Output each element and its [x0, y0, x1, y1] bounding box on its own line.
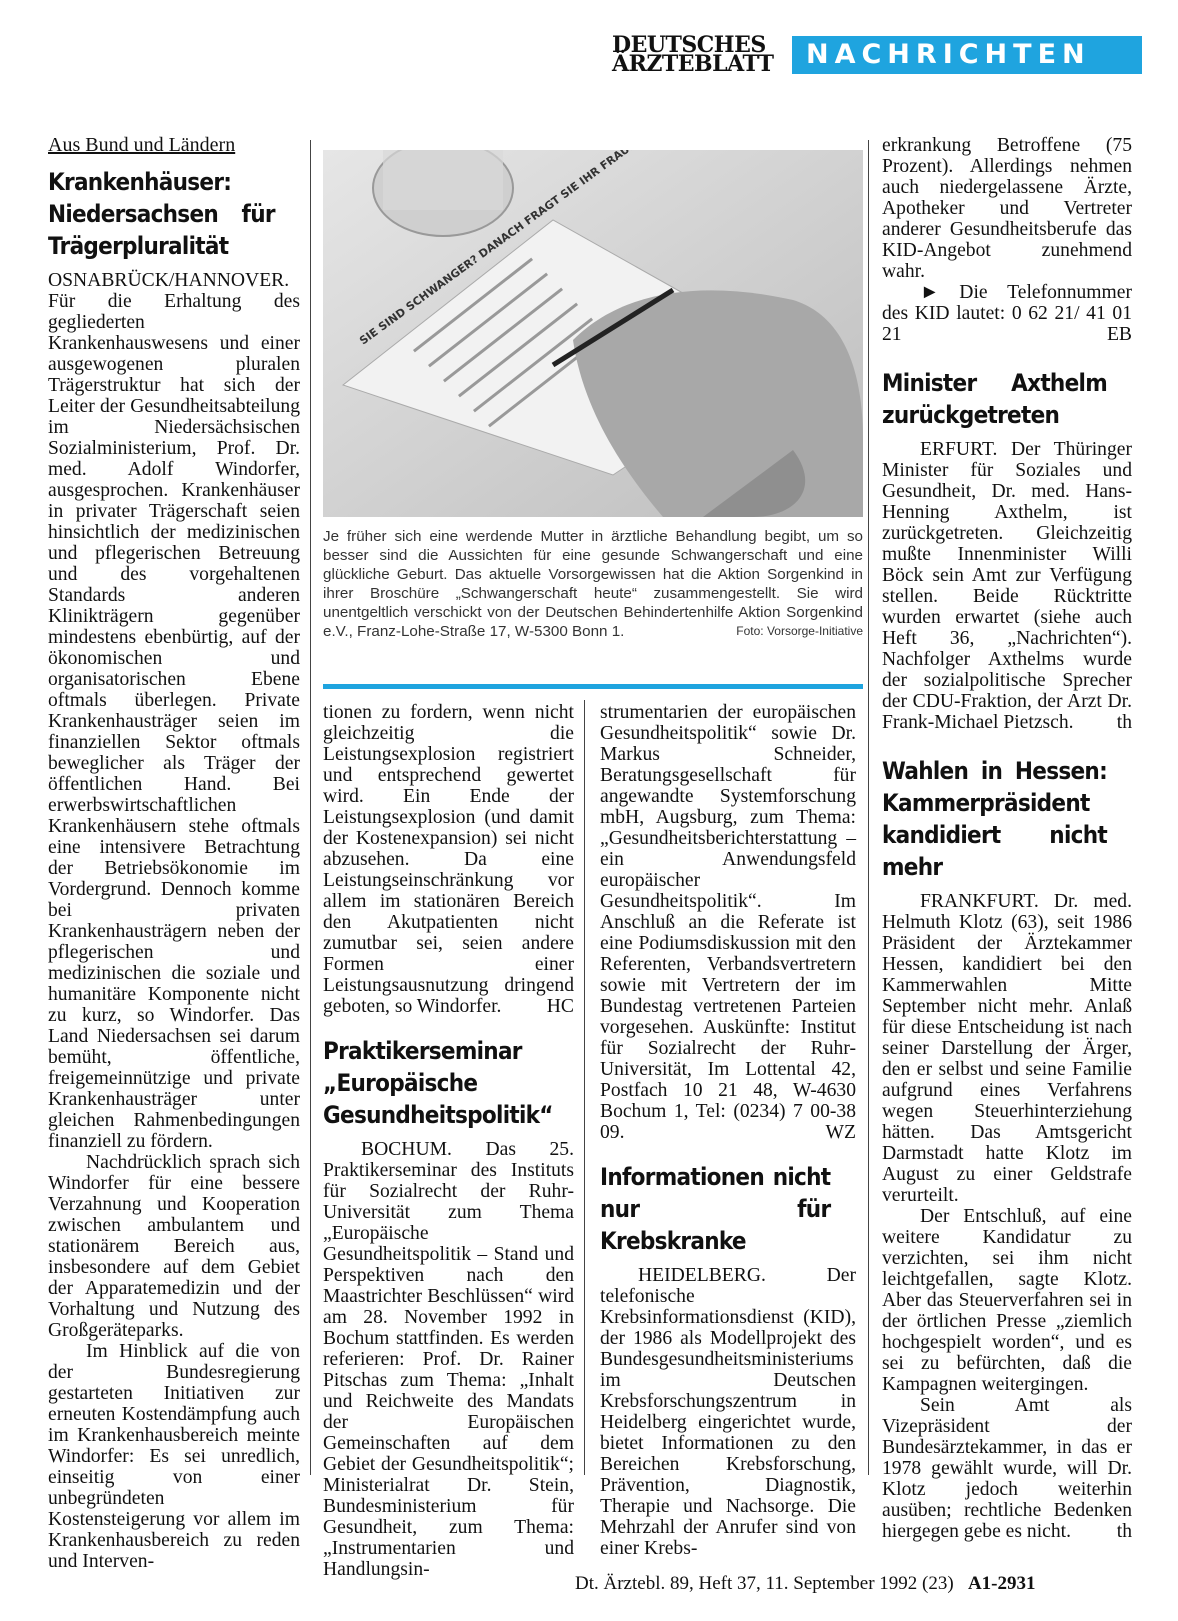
body-text: Sein Amt als Vizepräsident der Bundesärztekammer, in das er 1978 gewählt wurde, will Dr. Klotz jedoch weiterhin ausüben; rechtliche Bedenken hiergegen gebe es nicht. [882, 1395, 1132, 1542]
journal-title-line1: DEUTSCHES [612, 32, 766, 58]
paragraph [882, 439, 1132, 733]
column-3 [600, 702, 856, 1559]
column-1 [48, 135, 300, 1572]
paragraph: Der Entschluß, auf eine weitere Kandidatur zu verzichten, sei ihm nicht leichtgefallen, sagte Klotz. Aber das Steuerverfahren sei in der örtlichen Presse „ziemlich hochgespielt worden“, und es sei zu befürchten, daß die Kampagnen weitergingen. [882, 1206, 1132, 1395]
paragraph [882, 1395, 1132, 1542]
paragraph [600, 702, 856, 1143]
column-4 [882, 135, 1132, 1542]
section-kicker: Aus Bund und Ländern [48, 134, 236, 156]
paragraph: OSNABRÜCK/HANNOVER. Für die Erhaltung des gegliederten Krankenhauswesens und einer ausgewogenen pluralen Trägerstruktur hat sich der Leiter der Gesundheitsabteilung im Niedersächsischen Sozialministerium, Prof. Dr. med. Adolf Windorfer, ausgesprochen. Krankenhäuser in privater Trägerschaft seien hinsichtlich der medizinischen und pflegerischen Betreuung und des vorgehaltenen Standards anderen Klinikträgern gegenüber mindestens ebenbürtig, auf der ökonomischen und organisatorischen Ebene oftmals überlegen. Private Krankenhausträger seien im finanziellen Sektor oftmals beweglicher als Träger der öffentlichen Hand. Bei erwerbswirtschaftlichen Krankenhäusern stehe oftmals eine intensivere Betrachtung der Betriebsökonomie im Vordergrund. Dennoch komme bei privaten Krankenhausträgern neben der pflegerischen und medizinischen die soziale und humanitäre Komponente nicht zu kurz, so Windorfer. Das Land Niedersachsen sei darum bemüht, öffentliche, freigemeinnützige und private Krankenhausträger unter gleichen Rahmenbedingungen finanziell zu fördern. [48, 270, 300, 1152]
author-tag: th [1116, 712, 1132, 733]
headline-informationen: Informationen nicht nur für Krebskranke [600, 1163, 831, 1255]
continuation-text: tionen zu fordern, wenn nicht gleichzeitig die Leistungsexplosion registriert und entsprechend gewertet wird. Ein Ende der Leistungsexplosion (und damit der Kostenexpansion) sei nicht abzusehen. Da eine Leistungseinschränkung vor allem im stationären Bereich den Akutpatienten nicht zumutbar sei, seien andere Formen einer Leistungsausnutzung dringend geboten, so Windorfer. [323, 702, 574, 1017]
paragraph: HEIDELBERG. Der telefonische Krebsinformationsdienst (KID), der 1986 als Modellprojekt des Bundesgesundheitsministeriums im Deutschen Krebsforschungszentrum in Heidelberg eingerichtet wurde, bietet Informationen zu den Bereichen Krebsforschung, Prävention, Diagnostik, Therapie und Nachsorge. Die Mehrzahl der Anrufer sind von einer Krebs- [600, 1265, 856, 1559]
caption-text: Je früher sich eine werdende Mutter in ärztliche Behandlung begibt, um so besser sind die Aussichten für eine gesunde Schwangerschaft und eine glückliche Geburt. Das aktuelle Vorsorgewissen hat die Aktion Sorgenkind in ihrer Broschüre „Schwangerschaft heute“ zusammengestellt. Sie wird unentgeltlich verschickt von der Deutschen Behindertenhilfe Aktion Sorgenkind e.V., Franz-Lohe-Straße 17, W-5300 Bonn 1. [323, 528, 863, 640]
photo-caption [323, 527, 863, 641]
column-2 [323, 702, 574, 1580]
citation: Dt. Ärztebl. 89, Heft 37, 11. September 1992 (23) [575, 1573, 954, 1594]
page-footer [575, 1573, 1036, 1595]
column-divider [310, 140, 311, 1475]
journal-title-line2: ÄRZTEBLATT [612, 51, 774, 77]
column-divider [584, 700, 585, 1475]
paragraph: BOCHUM. Das 25. Praktikerseminar des Instituts für Sozialrecht der Ruhr-Universität zum Thema „Europäische Gesundheitspolitik – Stand und Perspektiven nach den Maastrichter Beschlüssen“ wird am 28. November 1992 in Bochum stattfinden. Es werden referieren: Prof. Dr. Rainer Pitschas zum Thema: „Inhalt und Reichweite des Mandats der Europäischen Gemeinschaften auf dem Gebiet der Gesundheitspolitik“; Ministerialrat Dr. Stein, Bundesministerium für Gesundheit, zum Thema: „Instrumentarien und Handlungsin- [323, 1139, 574, 1580]
author-tag: HC [546, 996, 574, 1017]
paragraph [882, 282, 1132, 345]
section-banner: NACHRICHTEN [792, 36, 1142, 74]
paragraph: FRANKFURT. Dr. med. Helmuth Klotz (63), seit 1986 Präsident der Ärztekammer Hessen, kandidiert bei den Kammerwahlen Mitte September nicht mehr. Anlaß für diese Entscheidung ist nach seiner Darstellung der Ärger, den er selbst und seine Familie aufgrund eines Verfahrens wegen Steuerhinterziehung hätten. Das Amtsgericht Darmstadt hatte Klotz im August zu einer Geldstrafe verurteilt. [882, 891, 1132, 1206]
paragraph [323, 702, 574, 1017]
paragraph: Nachdrücklich sprach sich Windorfer für eine bessere Verzahnung und Kooperation zwischen ambulantem und stationärem Bereich aus, insbesondere auf dem Gebiet der Apparatemedizin und der Vorhaltung und Nutzung des Großgeräteparks. [48, 1152, 300, 1341]
body-text: ERFURT. Der Thüringer Minister für Soziales und Gesundheit, Dr. med. Hans-Henning Axthelm, ist zurückgetreten. Gleichzeitig mußte Innenminister Willi Böck sein Amt zur Verfügung stellen. Beide Rücktritte wurden erwartet (siehe auch Heft 36, „Nachrichten“). Nachfolger Axthelms wurde der sozialpolitische Sprecher der CDU-Fraktion, der Arzt Dr. Frank-Michael Pietzsch. [882, 439, 1132, 733]
journal-title [612, 32, 774, 77]
masthead [612, 34, 1142, 76]
headline-axthelm: Minister Axthelm zurückgetreten [882, 369, 1107, 429]
author-tag: WZ [825, 1122, 856, 1143]
blue-divider [323, 684, 863, 689]
headline-praktikerseminar: Praktikerseminar „Europäische Gesundheitspolitik“ [323, 1037, 553, 1129]
paragraph: Im Hinblick auf die von der Bundesregierung gestarteten Initiativen zur erneuten Kostendämpfung auch im Krankenhausbereich meinte Windorfer: Es sei unredlich, einseitig von einer unbegründeten Kostensteigerung vor allem im Krankenhausbereich zu reden und Interven- [48, 1341, 300, 1572]
column-divider [868, 140, 869, 1475]
photo-credit: Foto: Vorsorge-Initiative [736, 624, 863, 638]
photo-pregnancy-booklet [323, 150, 863, 517]
author-tag: th [1116, 1521, 1132, 1542]
continuation-text: strumentarien der europäischen Gesundheitspolitik“ sowie Dr. Markus Schneider, Beratungsgesellschaft für angewandte Systemforschung mbH, Augsburg, zum Thema: „Gesundheitsberichterstattung – ein Anwendungsfeld europäischer Gesundheitspolitik“. Im Anschluß an die Referate ist eine Podiumsdiskussion mit den Referenten, Verbandsvertretern sowie mit Vertretern der im Bundestag vertretenen Parteien vorgesehen. Auskünfte: Institut für Sozialrecht der Ruhr-Universität, Im Lottental 42, Postfach 10 21 48, W-4630 Bochum 1, Tel: (0234) 7 00-38 09. [600, 702, 856, 1143]
phone-note: ► Die Telefonnummer des KID lautet: 0 62 21/ 41 01 21 [882, 282, 1132, 345]
paragraph: erkrankung Betroffene (75 Prozent). Allerdings nehmen auch niedergelassene Ärzte, Apotheker und Vertreter anderer Gesundheitsberufe das KID-Angebot zunehmend wahr. [882, 135, 1132, 282]
author-tag: EB [1106, 324, 1132, 345]
photo-illustration [323, 150, 863, 517]
page-number: A1-2931 [967, 1573, 1036, 1594]
headline-wahlen-hessen: Wahlen in Hessen: Kammerpräsident kandidiert nicht mehr [882, 757, 1107, 881]
headline-krankenhaeuser: Krankenhäuser: Niedersachsen für Trägerpluralität [48, 168, 275, 260]
